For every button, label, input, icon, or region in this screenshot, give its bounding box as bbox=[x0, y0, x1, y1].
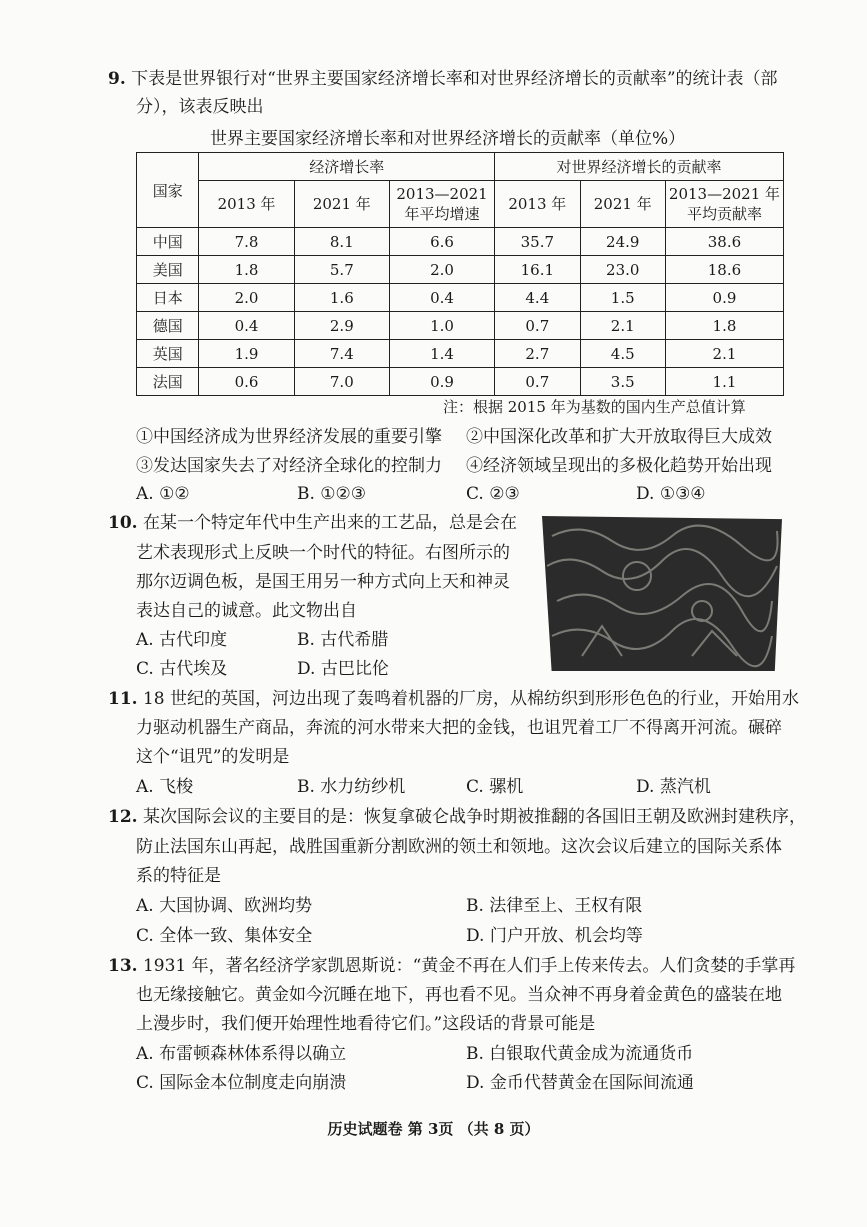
value-cell: 0.7 bbox=[495, 312, 580, 340]
value-cell: 16.1 bbox=[495, 256, 580, 284]
q9-number: 9. bbox=[108, 69, 126, 89]
value-cell: 1.4 bbox=[389, 340, 494, 368]
q11-option-a[interactable]: A. 飞梭 bbox=[136, 777, 194, 797]
q11-line3: 这个“诅咒”的发明是 bbox=[136, 747, 290, 767]
q11-line2: 力驱动机器生产商品，奔流的河水带来大把的金钱，也诅咒着工厂不得离开河流。碾碎 bbox=[136, 718, 782, 738]
value-cell: 7.4 bbox=[294, 340, 389, 368]
header-growth-rate: 经济增长率 bbox=[199, 153, 495, 181]
subheader-6: 2013—2021 年 平均贡献率 bbox=[665, 181, 783, 228]
value-cell: 1.0 bbox=[389, 312, 494, 340]
statement-1: ①中国经济成为世界经济发展的重要引擎 bbox=[136, 427, 442, 447]
q10-option-c[interactable]: C. 古代埃及 bbox=[136, 659, 228, 679]
statement-2: ②中国深化改革和扩大开放取得巨大成效 bbox=[466, 427, 772, 447]
q12-option-b[interactable]: B. 法律至上、王权有限 bbox=[466, 896, 643, 916]
q11-text1: 18 世纪的英国，河边出现了轰鸣着机器的厂房，从棉纺织到形形色色的行业，开始用水 bbox=[142, 689, 800, 709]
q10-option-b[interactable]: B. 古代希腊 bbox=[297, 630, 389, 650]
value-cell: 0.4 bbox=[389, 284, 494, 312]
value-cell: 18.6 bbox=[665, 256, 783, 284]
q12-line2: 防止法国东山再起，战胜国重新分割欧洲的领土和领地。这次会议后建立的国际关系体 bbox=[136, 837, 782, 857]
q13-option-c[interactable]: C. 国际金本位制度走向崩溃 bbox=[136, 1073, 347, 1093]
q12-text1: 某次国际会议的主要目的是：恢复拿破仑战争时期被推翻的各国旧王朝及欧洲封建秩序， bbox=[142, 807, 806, 827]
table-row bbox=[137, 284, 784, 312]
value-cell: 24.9 bbox=[580, 228, 665, 256]
q12-option-d[interactable]: D. 门户开放、机会均等 bbox=[466, 926, 643, 946]
q12-number: 12. bbox=[108, 807, 138, 827]
subheader-1: 2013 年 bbox=[199, 181, 294, 228]
q9-option-c[interactable]: C. ②③ bbox=[466, 484, 520, 504]
table-row bbox=[137, 368, 784, 396]
value-cell: 38.6 bbox=[665, 228, 783, 256]
subheader-2: 2021 年 bbox=[294, 181, 389, 228]
q10-text1: 在某一个特定年代中生产出来的工艺品，总是会在 bbox=[142, 513, 517, 533]
q10-line1 bbox=[108, 512, 517, 534]
page-footer: 历史试题卷 第 3页 （共 8 页） bbox=[327, 1120, 540, 1138]
q11-option-c[interactable]: C. 骡机 bbox=[466, 777, 524, 797]
country-cell: 美国 bbox=[137, 256, 199, 284]
value-cell: 3.5 bbox=[580, 368, 665, 396]
subheader-3: 2013—2021 年平均增速 bbox=[389, 181, 494, 228]
value-cell: 2.1 bbox=[665, 340, 783, 368]
value-cell: 5.7 bbox=[294, 256, 389, 284]
q13-line2: 也无缘接触它。黄金如今沉睡在地下，再也看不见。当众神不再身着金黄色的盛装在地 bbox=[136, 985, 782, 1005]
value-cell: 23.0 bbox=[580, 256, 665, 284]
q12-option-a[interactable]: A. 大国协调、欧洲均势 bbox=[136, 896, 313, 916]
statement-4: ④经济领域呈现出的多极化趋势开始出现 bbox=[466, 456, 772, 476]
value-cell: 2.9 bbox=[294, 312, 389, 340]
stats-table bbox=[136, 152, 784, 396]
q9-option-d[interactable]: D. ①③④ bbox=[636, 484, 706, 504]
statement-3: ③发达国家失去了对经济全球化的控制力 bbox=[136, 456, 442, 476]
q11-option-d[interactable]: D. 蒸汽机 bbox=[636, 777, 711, 797]
narmer-palette-image bbox=[542, 516, 782, 671]
q9-option-a[interactable]: A. ①② bbox=[136, 484, 190, 504]
header-contribution-rate: 对世界经济增长的贡献率 bbox=[495, 153, 784, 181]
q11-line1 bbox=[108, 688, 799, 710]
q12-line1 bbox=[108, 806, 806, 828]
value-cell: 6.6 bbox=[389, 228, 494, 256]
value-cell: 4.4 bbox=[495, 284, 580, 312]
value-cell: 0.6 bbox=[199, 368, 294, 396]
value-cell: 2.7 bbox=[495, 340, 580, 368]
country-cell: 法国 bbox=[137, 368, 199, 396]
value-cell: 4.5 bbox=[580, 340, 665, 368]
q13-option-b[interactable]: B. 白银取代黄金成为流通货币 bbox=[466, 1044, 694, 1064]
value-cell: 1.1 bbox=[665, 368, 783, 396]
q13-number: 13. bbox=[108, 956, 138, 976]
country-cell: 日本 bbox=[137, 284, 199, 312]
q9-stem-text1: 下表是世界银行对“世界主要国家经济增长率和对世界经济增长的贡献率”的统计表（部 bbox=[131, 69, 778, 89]
value-cell: 35.7 bbox=[495, 228, 580, 256]
table-row bbox=[137, 340, 784, 368]
table-row bbox=[137, 312, 784, 340]
q13-option-a[interactable]: A. 布雷顿森林体系得以确立 bbox=[136, 1044, 347, 1064]
q11-option-b[interactable]: B. 水力纺纱机 bbox=[297, 777, 406, 797]
country-cell: 英国 bbox=[137, 340, 199, 368]
q10-line3: 那尔迈调色板，是国王用另一种方式向上天和神灵 bbox=[136, 572, 510, 592]
q10-line2: 艺术表现形式上反映一个时代的特征。右图所示的 bbox=[136, 543, 510, 563]
value-cell: 0.9 bbox=[665, 284, 783, 312]
value-cell: 1.8 bbox=[665, 312, 783, 340]
value-cell: 0.9 bbox=[389, 368, 494, 396]
q10-option-d[interactable]: D. 古巴比伦 bbox=[297, 659, 389, 679]
value-cell: 1.6 bbox=[294, 284, 389, 312]
q12-line3: 系的特征是 bbox=[136, 866, 221, 886]
value-cell: 1.5 bbox=[580, 284, 665, 312]
value-cell: 7.8 bbox=[199, 228, 294, 256]
subheader-4: 2013 年 bbox=[495, 181, 580, 228]
q12-option-c[interactable]: C. 全体一致、集体安全 bbox=[136, 926, 313, 946]
q11-number: 11. bbox=[108, 689, 138, 709]
q13-text1: 1931 年，著名经济学家凯恩斯说：“黄金不再在人们手上传来传去。人们贪婪的手掌再 bbox=[142, 956, 796, 976]
q13-line3: 上漫步时，我们便开始理性地看待它们。”这段话的背景可能是 bbox=[136, 1014, 596, 1034]
table-note: 注：根据 2015 年为基数的国内生产总值计算 bbox=[443, 398, 746, 416]
subheader-5: 2021 年 bbox=[580, 181, 665, 228]
value-cell: 8.1 bbox=[294, 228, 389, 256]
value-cell: 2.0 bbox=[389, 256, 494, 284]
country-cell: 德国 bbox=[137, 312, 199, 340]
table-row bbox=[137, 256, 784, 284]
q9-stem-line1 bbox=[108, 68, 778, 90]
q9-option-b[interactable]: B. ①②③ bbox=[297, 484, 367, 504]
value-cell: 1.8 bbox=[199, 256, 294, 284]
value-cell: 0.4 bbox=[199, 312, 294, 340]
q13-line1 bbox=[108, 955, 795, 977]
q10-number: 10. bbox=[108, 513, 138, 533]
table-caption: 世界主要国家经济增长率和对世界经济增长的贡献率（单位%） bbox=[210, 129, 686, 149]
q9-stem-line2: 分），该表反映出 bbox=[136, 97, 264, 117]
country-cell: 中国 bbox=[137, 228, 199, 256]
value-cell: 0.7 bbox=[495, 368, 580, 396]
value-cell: 7.0 bbox=[294, 368, 389, 396]
q10-option-a[interactable]: A. 古代印度 bbox=[136, 630, 228, 650]
q10-line4: 表达自己的诚意。此文物出自 bbox=[136, 601, 357, 621]
value-cell: 2.0 bbox=[199, 284, 294, 312]
table-row bbox=[137, 228, 784, 256]
q13-option-d[interactable]: D. 金币代替黄金在国际间流通 bbox=[466, 1073, 694, 1093]
header-country: 国家 bbox=[137, 153, 199, 228]
value-cell: 1.9 bbox=[199, 340, 294, 368]
value-cell: 2.1 bbox=[580, 312, 665, 340]
